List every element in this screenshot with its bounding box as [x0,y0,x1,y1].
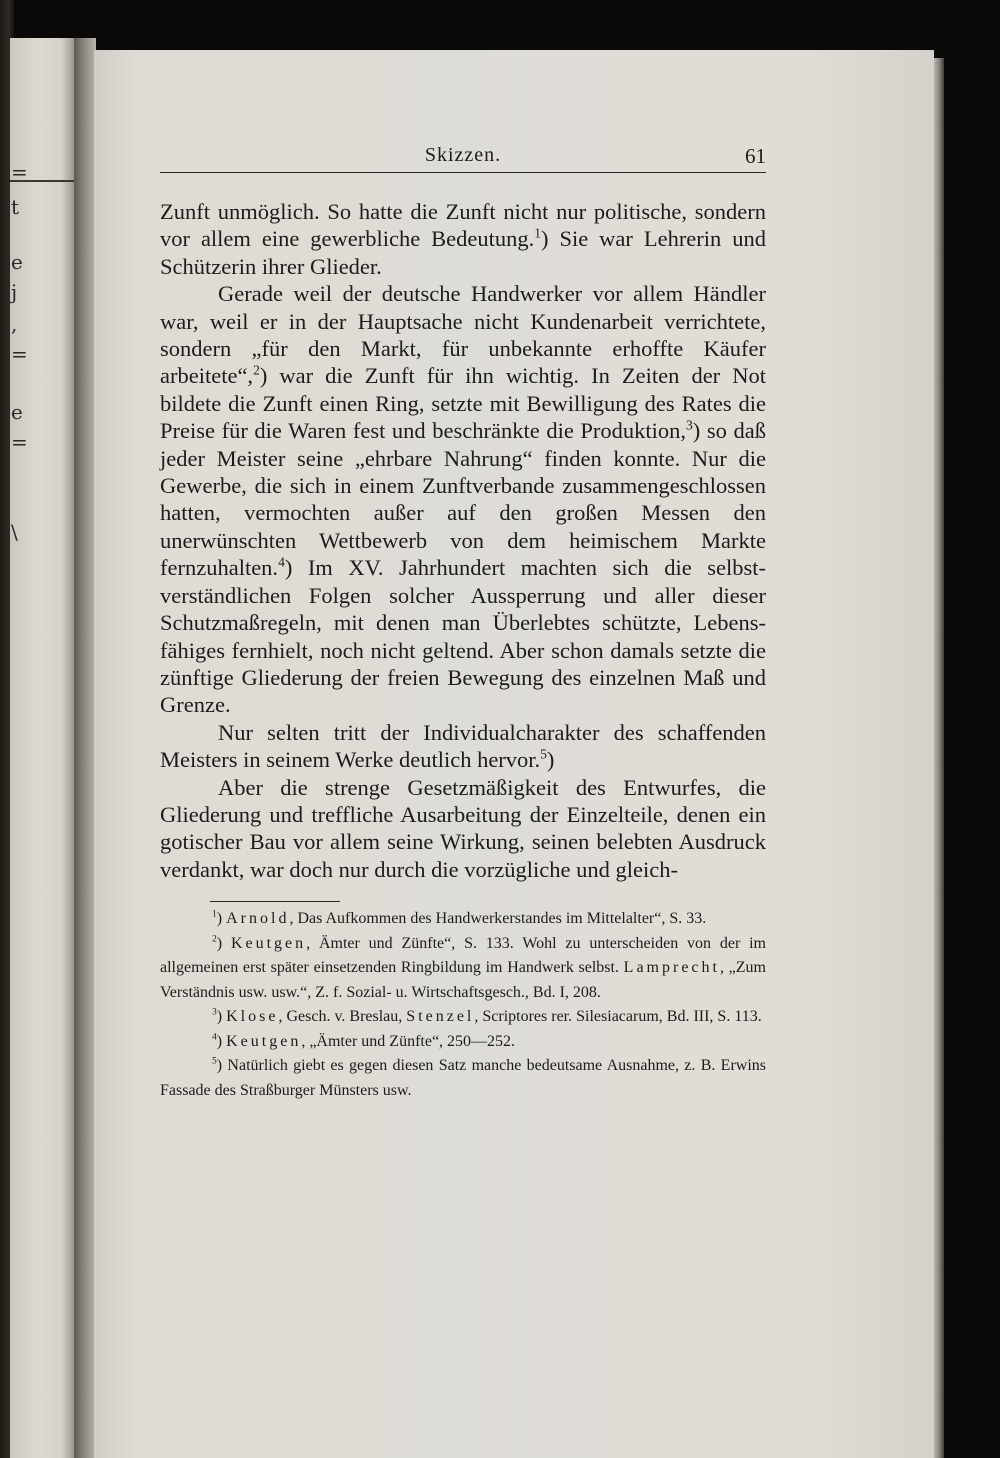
running-head-title: Skizzen. [424,144,502,166]
facing-page-fragment: t [11,195,20,219]
author-name: Keutgen [230,934,307,952]
page-content [160,141,766,1099]
text-run: ) Im XV. Jahrhundert machten sich die selbstverständlichen Folgen solcher Aussperrung und aller dieser Schutzmaßregeln, mit denen man Überlebtes schützte, Lebensfähiges fernhielt, noch nicht geltend. Aber schon damals setzte die zünftige Gliederung der freien Bewegung des einzelnen Maß und Grenze. [160,555,766,718]
footnote [160,932,766,1006]
facing-page-fragment: e [11,400,23,424]
footnote-marker: 3 [686,417,693,433]
body-paragraph [160,280,766,719]
text-run: ) so daß jeder Meister seine „ehrbare Nahrung“ finden konnte. Nur die Gewerbe, die sich in einem Zunftverbande zusammengeschlossen hatten, vermochten außer auf den großen Messen den unerwünschten Wettbewerb von dem heimischem Markte fernzuhalten. [160,418,766,581]
book-gutter [74,38,96,1458]
body-paragraph [160,774,766,884]
author-name: Stenzel [406,1008,475,1025]
body-paragraph [160,198,766,280]
footnote-marker: 1 [534,225,542,241]
text-run: , Scriptores rer. Silesiacarum, Bd. III, S. 113. [474,1008,762,1025]
footnote-marker: 4 [212,1031,217,1043]
footnote [160,1054,766,1103]
facing-page-fragment: , [11,312,18,336]
text-run: ) [216,1008,227,1025]
author-name: Klose [226,1008,279,1025]
footnote [160,907,766,932]
author-name: Lamprecht [623,959,720,976]
text-run: ) war die Zunft für ihn wichtig. In Zeiten der Not bildete die Zunft einen Ring, setzte mit Bewilligung des Rates die Preise für die Waren fest und beschränkte die Produktion, [160,363,766,444]
text-run: , Das Aufkommen des Handwerkerstandes im Mittelalter“, S. 33. [289,910,707,927]
text-run: Aber die strenge Gesetzmäßigkeit des Entwurfes, die Gliederung und treffliche Ausarbeitung der Einzelteile, denen ein gotischer Bau vor allem seine Wirkung, seinen belebten Ausdruck verdankt, war doch nur durch die vorzügliche und gleich- [160,774,766,882]
facing-page-fragment: = [11,430,28,454]
text-run: ) Sie war Lehrerin und Schützerin ihrer Glieder. [160,226,766,279]
body-text [160,198,766,883]
text-run: ) [216,1032,227,1050]
facing-page-fragment: \ [11,520,18,544]
running-head [160,141,766,173]
footnote-marker: 3 [212,1006,217,1018]
text-run: , Gesch. v. Breslau, [278,1008,407,1025]
page-edge [934,58,944,1458]
text-run: ) [216,910,227,927]
text-run: ) Natürlich giebt es gegen diesen Satz manche bedeutsame Ausnahme, z. B. Erwins Fassade des Straßburger Münsters usw. [160,1057,766,1099]
text-run: Nur selten tritt der Individualcharakter des schaffenden Meisters in seinem Werke deutlich hervor. [160,719,766,773]
text-run: Zunft unmöglich. So hatte die Zunft nicht nur politische, sondern vor allem eine gewerbliche Bedeutung. [160,199,766,252]
author-name: Keutgen [226,1032,302,1050]
footnotes [160,907,766,1103]
facing-page-fragment: = [11,160,28,184]
facing-page [10,38,74,1458]
footnote-marker: 4 [278,554,285,570]
facing-page-fragment: j [11,280,18,304]
text-run: , „Zum Verständnis usw. usw.“, Z. f. Sozial- u. Wirtschaftsgesch., Bd. I, 208. [160,959,766,1001]
text-run: , Ämter und Zünfte“, S. 133. Wohl zu unterscheiden von der im allgemeinen erst später einsetzenden Ringbildung im Handwerk selbst. [160,934,766,976]
facing-page-fragment: = [11,342,28,366]
footnote-separator [210,901,340,902]
facing-page-fragment: e [11,250,23,274]
footnote-marker: 2 [212,933,217,945]
text-run: ) [216,934,231,952]
footnote-marker: 5 [540,746,547,762]
text-run: Gerade weil der deutsche Handwerker vor allem Händler war, weil er in der Hauptsache nicht Kundenarbeit verrichtete, sondern „für den Markt, für unbekannte erhoffte Käufer arbeitete“, [160,281,766,389]
footnote [160,1030,766,1055]
footnote-marker: 2 [253,362,260,378]
header-rule [160,172,766,173]
footnote [160,1005,766,1030]
footnote-marker: 5 [212,1055,217,1067]
text-run: ) [546,747,555,773]
body-paragraph [160,719,766,774]
footnote-marker: 1 [212,908,217,920]
page-number: 61 [745,144,766,168]
text-run: , „Ämter und Zünfte“, 250—252. [301,1032,516,1050]
author-name: Arnold [226,910,290,927]
